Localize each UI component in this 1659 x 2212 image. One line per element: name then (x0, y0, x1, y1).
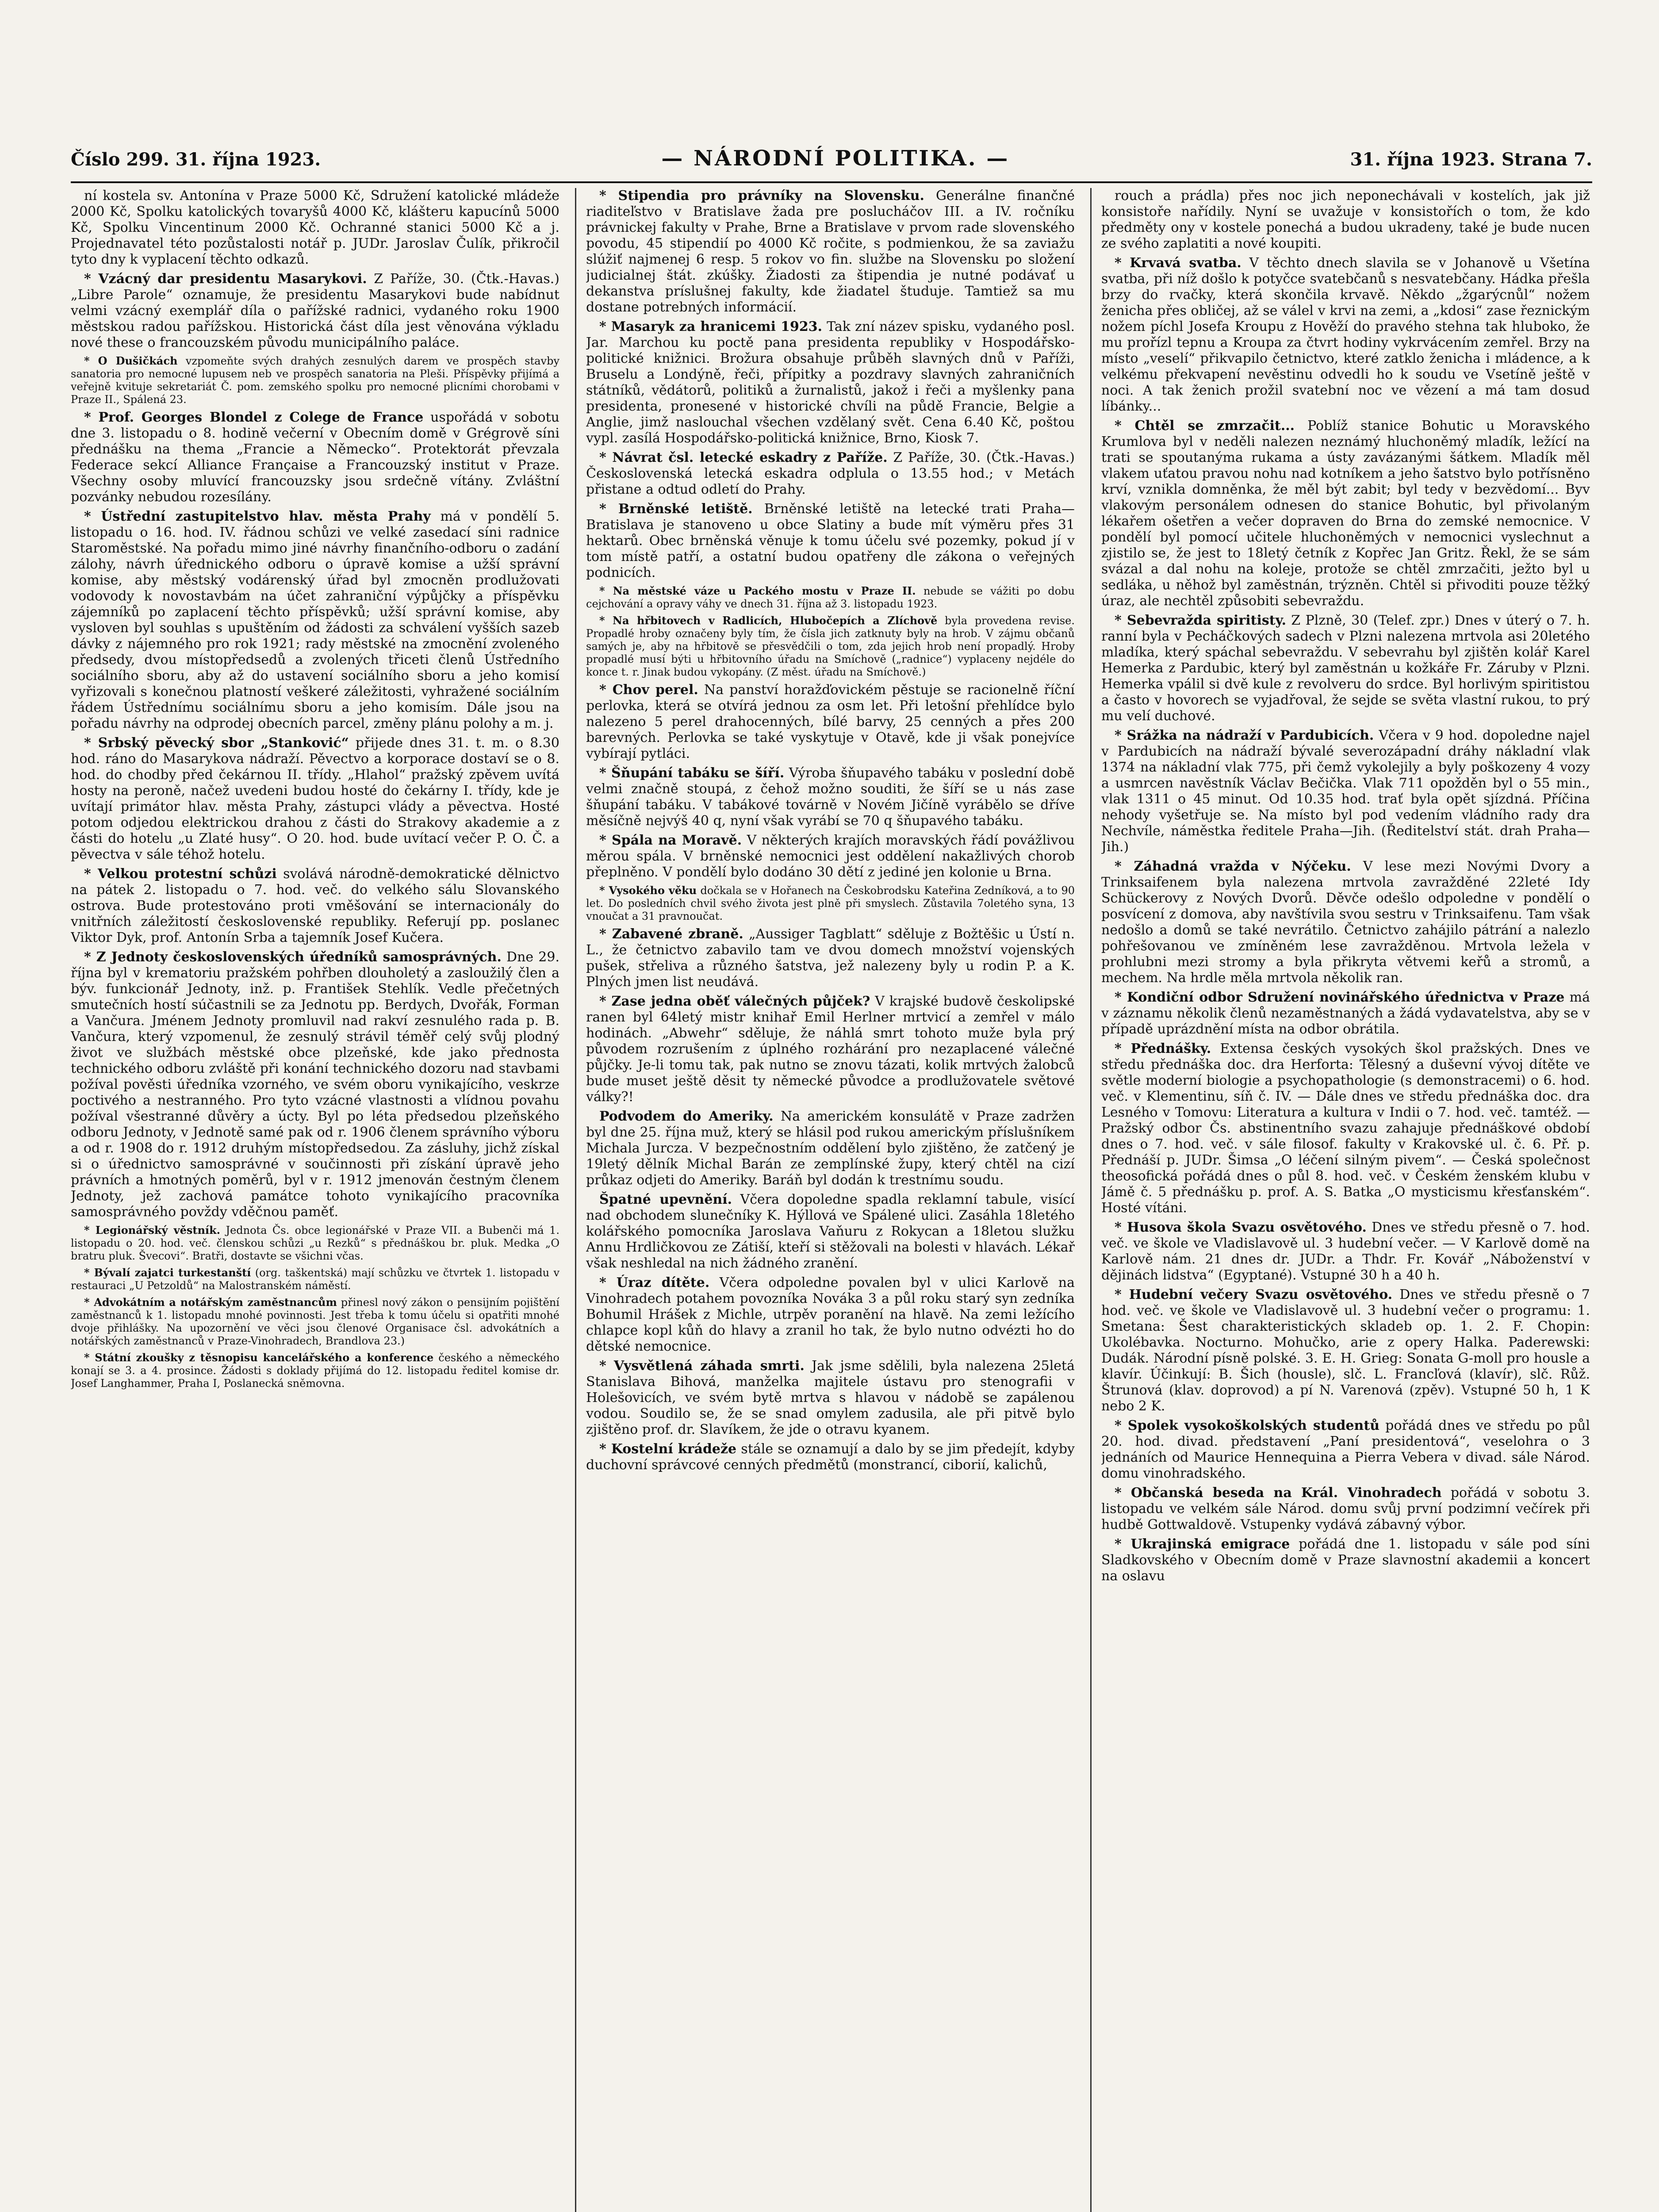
article-heading: * Záhadná vražda v Nýčeku. (1115, 859, 1351, 874)
article (71, 1224, 559, 1263)
article-text: V krajské budově českolipské ranen byl 64letý mistr knihař Emil Herlner mrtvicí a zemřel v málo hodinách. „Abwehr“ sděluje, že náhlá smrt tohoto muže byla prý původem rozrušením z úplného rozhárání pro nezaplacené válečné půjčky. Je-li tomu tak, pak nutno se znovu tázati, kolik mrtvých žalobců bude muset ještě děsit ty německé původce a prodlužovatele světové války?! (586, 994, 1075, 1105)
article (71, 509, 559, 732)
article-heading: * Spolek vysokoškolských studentů (1115, 1418, 1380, 1433)
article-text: Z Paříže, 30. (Čtk.-Havas.) „Libre Parole“ oznamuje, že presidentu Masarykovi bude nabídnut velmi vzácný exemplář díla o pařížské radnici, vydaného roku 1900 městskou radou pařížskou. Historická část díla jest věnována výkladu nové these o francouzském původu municipálního paláce. (71, 271, 559, 350)
article-text: Jak jsme sdělili, byla nalezena 25letá Stanislava Bihová, manželka majitele ústavu pro stenografii v Holešovicích, ve svém bytě mrtva s hlavou v nádobě se zapálenou vodou. Soudilo se, že se snad omylem zadusila, ale při pitvě bylo zjištěno prof. dr. Slavíkem, že jde o otravu kyanem. (586, 1358, 1075, 1437)
article-heading: * Krvavá svatba. (1115, 255, 1241, 271)
article-heading: * Z Jednoty československých úředníků samosprávných. (84, 949, 502, 965)
article-text: Včera odpoledne povalen byl v ulici Karlově na Vinohradech potahem povozníka Nováka 3 a půl roku starý syn zedníka Bohumil Hrášek z Michle, utrpěv poranění na hlavě. Na zemi ležícího chlapce kopl kůň do hlavy a zranil ho tak, že bylo nutno odvézti ho do dětské nemocnice. (586, 1275, 1075, 1354)
article-text: V těchto dnech slavila se v Johanově u Všetína svatba, při níž došlo k potyčce svatebčanů s nesvatebčany. Hádka přešla brzy do rvačky, která skončila krvavě. Někdo „žgarýcnůl“ nožem ženicha přes obličej, až se válel v krvi na zemi, a „kdosi“ zase řeznickým nožem píchl Josefa Kroupu z Hověží do pravého stehna tak hluboko, že mu prořízl tepnu a Kroupa za čtvrt hodiny vykrvácením zemřel. Brzy na místo „veselí“ přikvapilo četnictvo, které zatklo ženicha i mládence, a k velkému překvapení nevěstinu odvedli ho k soudu ve Vsetíně ještě v noci. A tak ženich prožil svatební noc ve vězení a má tam dosud líbánky... (1101, 255, 1590, 414)
article-text: přijede dnes 31. t. m. o 8.30 hod. ráno do Masarykova nádraží. Pěvectvo a korporace dostaví se o 8. hod. do chodby před čekárnou II. třídy. „Hlahol“ pražský zpěvem uvítá hosty na peroně, načež uvedeni budou hosté do čekárny I. třídy, kde je uvítají primátor hlav. města Prahy, zástupci vlády a pěvectva. Hosté potom odjedou elektrickou drahou z části do Strakovy akademie a z části do hotelu „u Zlaté husy“. O 20. hod. bude uvítací večer P. O. Č. a pěvectva v sále téhož hotelu. (71, 735, 559, 862)
article (586, 1109, 1075, 1188)
article-text: Na americkém konsulátě v Praze zadržen byl dne 25. října muž, který se hlásil pod rukou americkým příslušníkem Michala Jurcza. V bezpečnostním oddělení bylo zjištěno, že zatčený je 19letý dělník Michal Barán ze zemplínské župy, který chtěl na cizí průkaz odjeti do Ameriky. Baráň byl dodán k trestnímu soudu. (586, 1109, 1075, 1188)
article (71, 188, 559, 268)
article-text: Brněnské letiště na letecké trati Praha—Bratislava je stanoveno u obce Slatiny a bude mít výměru přes 31 hektarů. Obec brněnská věnuje k tomu účelu své pozemky, pokud jí v tom místě patří, a ostatní budou opatřeny dle zákona o veřejných podnicích. (586, 501, 1075, 580)
article (1101, 1287, 1590, 1414)
article (586, 501, 1075, 581)
article-text: Včera dopoledne spadla reklamní tabule, visící nad obchodem slunečníky K. Hýllová ve Spálené ulici. Zasáhla 18letého kolářského pomocníka Jaroslava Vaňuru z Rokycan a 18letou služku Annu Hrdličkovou ze Zátiší, kteří si stěžovali na bolesti v hlavách. Lékař však neshledal na nich žádného zranění. (586, 1192, 1075, 1271)
article (586, 765, 1075, 829)
column-2 (586, 188, 1075, 2212)
article (71, 354, 559, 406)
article-heading: * O Dušičkách (84, 354, 178, 367)
article-text: pořádá dnes ve středu po půl 20. hod. divad. představení „Paní presidentová“, veselohra o 3 jednáních od Maurice Hennequina a Pierra Vebera v divad. sále Národ. domu vinohradského. (1101, 1418, 1590, 1481)
article-heading: * Šňupání tabáku se šíří. (599, 765, 785, 781)
page-header (71, 146, 1592, 177)
article (1101, 613, 1590, 724)
article (586, 450, 1075, 498)
article-text: Včera v 9 hod. dopoledne najel v Pardubicích na nádraží bývalé severozápadní dráhy nákladní vlak 1374 na nákladní vlak 775, při čemž vykolejily a byly poškozeny 4 vozy a usmrcen navěstník Václav Bečička. Vlak 711 opožděn byl o 55 min., vlak 1311 o 45 minut. Od 10.35 hod. trať byla opět sjízdná. Příčina nehody vyšetřuje se. Na místo byl pod vedením vládního rady dra Nechvíle, náměstka ředitele Praha—Jih. (Ředitelství stát. drah Praha—Jih.) (1101, 728, 1590, 855)
article-text: pořádá dne 1. listopadu v sále pod síni Sladkovského v Obecním domě v Praze slavnostní akademii a koncert na oslavu (1101, 1536, 1590, 1584)
article-text: Generálne finančné riaditeľstvo v Bratislave žada pre poslucháčov III. a IV. ročníku právnickej fakulty v Prahe, Brne a Bratislave v prvom rade slovenského povodu, 45 stipendií po 4000 Kč ročite, s podmienkou, že sa zaviažu slúžiť najmenej 6 resp. 5 rokov vo fin. službe na Slovensku po složení judicialnej štát. zkúšky. Žiadosti za štipendia je nutné podávať u dekanstva príslušnej fakulty, kde žiadatel študuje. Tamtiež sa mu dostane potrebných informácií. (586, 188, 1075, 315)
article (1101, 1041, 1590, 1216)
article-text: má v pondělí 5. listopadu o 16. hod. IV. řádnou schůzi ve velké zasedací síni radnice Staroměstské. Na pořadu mimo jiné návrhy finančního-odboru o zadání zálohy, návrh úřednického odboru o úpravě komise a užší správní komise, aby městský vodárenský úřad byl zmocněn prodlužovati vodovody k novostavbám na účet zahraniční výpůjčky a příspěvku zájemníků po zaplacení těchto příspěvků; užší správní komise, aby vysloven byl souhlas s upuštěním od žádosti za schválení vyšších sazeb dávky z nájemného pro rok 1921; rady městské na zmocnění zvoleného předsedy, dvou místopředsedů a zvolených třiceti členů Ústředního sociálního sboru, aby až do ustavení sociálního sboru a jeho komisí vyřizovali s konečnou platností veškeré záležitosti, vyhražené sociálním řádem Ústřednímu sociálnímu sboru a jeho komisím. Dále jsou na pořadu návrhy na odprodej obecních parcel, změny plánu polohy a m. j. (71, 509, 559, 731)
article-heading: * Vysokého věku (599, 884, 697, 897)
article-heading: * Chov perel. (599, 682, 698, 698)
article-text: má v záznamu několik členů nezaměstnaných a žádá vydavatelstva, aby se v případě uprázdnění místa na odbor obrátila. (1101, 990, 1590, 1037)
article-heading: * Zase jedna oběť válečných půjček? (599, 994, 870, 1009)
article-text: vzpomeňte svých drahých zesnulých darem ve prospěch stavby sanatoria pro nemocné lupusem neb ve prospěch sanatoria na Pleši. Příspěvky přijímá a veřejně kvituje sekretariát Č. pom. zemského spolku pro nemocné plicními chorobami v Praze II., Spálená 23. (71, 355, 559, 406)
article (1101, 728, 1590, 855)
article (1101, 990, 1590, 1037)
article-heading: * Velkou protestní schůzi (84, 866, 277, 882)
article-heading: * Ukrajinská emigrace (1115, 1536, 1290, 1552)
article (586, 1441, 1075, 1473)
article-text: svolává národně-demokratické dělnictvo na pátek 2. listopadu o 7. hod. več. do velkého sálu Slovanského ostrova. Bude protestováno proti vměšování se internacionály do vnitřních záležitostí československé republiky. Referují pp. poslanec Viktor Dyk, prof. Antonín Srba a tajemník Josef Kučera. (71, 866, 559, 945)
article-heading: * Sebevražda spiritisty. (1115, 613, 1287, 628)
article-text: Tak zní název spisku, vydaného posl. Jar. Marchou ku poctě pana presidenta republiky v Hospodářsko-politické knižnici. Brožura obsahuje průběh slavných dnů v Paříži, Bruselu a Londýně, řeči, přípitky a pozdravy slavných zahraničních státníků, vědátorů, politiků a žurnalistů, jakož i řeči a myšlenky pana presidenta, pronesené v historické chvíli na půdě Francie, Belgie a Anglie, jimž naslouchal všechen vzdělaný svět. Cena 6.40 Kč, poštou vypl. zasílá Hospodářsko-politická knižnice, Brno, Kiosk 7. (586, 319, 1075, 446)
article (71, 866, 559, 946)
article-heading: Podvodem do Ameriky. (599, 1109, 774, 1124)
article-heading: * Návrat čsl. letecké eskadry z Paříže. (599, 450, 888, 465)
article-heading: Špatné upevnění. (599, 1192, 732, 1207)
article-heading: * Ústřední zastupitelstvo hlav. města Prahy (84, 509, 431, 524)
article-heading: * Úraz dítěte. (599, 1275, 710, 1290)
column-rule (1090, 188, 1092, 2212)
article-heading: * Státní zkoušky z těsnopisu kancelářského a konference (84, 1351, 434, 1364)
article-text: V lese mezi Novými Dvory a Trinksaifenem byla nalezena mrtvola zavražděné 22leté Idy Schückerovy z Nových Dvorů. Děvče odešlo odpoledne v pondělí o posvícení z domova, aby navštívila svou sestru v Trinksaifenu. Tam však nedošlo a domů se také nevrátilo. Četnictvo zahájilo pátrání a nalezlo pohřešovanou ve zmíněném lese zavražděnou. Mrtvola ležela v prohlubni mezi stromy a byla přikryta větvemi keřů a stromů, a mechem. Na hrdle měla mrtvola několik ran. (1101, 859, 1590, 986)
article-heading: * Přednášky. (1115, 1041, 1211, 1056)
article-heading: * Spála na Moravě. (599, 833, 742, 848)
article (586, 1275, 1075, 1355)
article-text: (org. taškentská) mají schůzku ve čtvrtek 1. listopadu v restauraci „U Petzoldů“ na Malostranském náměstí. (71, 1267, 559, 1292)
article-text: Dnes ve středu přesně o 7 hod. več. ve škole ve Vladislavově ul. 3 hudební večer o programu: 1. Smetana: Šest charakteristických skladeb op. 1. 2. F. Chopin: Ukolébavka. Nocturno. Mohučko, arie z opery Halka. Paderewski: Dudák. Národní písně polské. 3. E. H. Grieg: Sonata G-moll pro housle a klavír. Účinkují: B. Šich (housle), slč. L. Francľová (klavír), slč. Růž. Štrunová (klav. doprovod) a pí N. Varenová (zpěv). Vstupné 50 h, 1 K nebo 2 K. (1101, 1287, 1590, 1414)
column-3 (1101, 188, 1590, 2212)
article (586, 926, 1075, 990)
article (1101, 1418, 1590, 1482)
article (1101, 418, 1590, 609)
article (71, 735, 559, 863)
article-text: Extensa českých vysokých škol pražských. Dnes ve středu přednáška doc. dra Herforta: Tělesný a duševní vývoj dítěte ve světle moderní biologie a psychopathologie (s demonstracemi) o 6. hod. več. v Klementinu, síň č. IV. — Dále dnes ve středu přednáška doc. dra Lesného v Tomovu: Literatura a kultura v Indii o 7. hod. več. tamtéž. — Pražský odbor Čs. abstinentního svazu zahajuje přednáškové období dnes o 7. hod. več. v sále filosof. fakulty v Krakovské ul. č. 6. Př. p. Přednáší p. JUDr. Šimsa „O léčení silným pivem“. — Česká společnost theosofická pořádá dnes o půl 8. hod. več. v Českém ženském klubu v Jámě č. 5 přednášku p. prof. A. S. Batka „O mysticismu křesťanském“. Hosté vítáni. (1101, 1041, 1590, 1216)
article (1101, 1485, 1590, 1533)
article (586, 833, 1075, 880)
article-heading: * Legionářský věstník. (84, 1224, 221, 1237)
article-text: uspořádá v sobotu dne 3. listopadu o 8. hodině večerní v Obecním domě v Grégrově síni přednášku na thema „Francie a Německo“. Protektorát převzala Federace sekcí Alliance Française a Francouzský institut v Praze. Všechny osoby mluvící francouzsky jsou srdečně vítány. Zvláštní pozvánky nebudou rozesílány. (71, 410, 559, 505)
article-heading: * Zabavené zbraně. (599, 926, 743, 942)
article (1101, 1220, 1590, 1283)
article-text: pořádá v sobotu 3. listopadu ve velkém sále Národ. domu svůj první podzimní večírek při hudbě Gottwaldově. Vstupenky vydává zábavný výbor. (1101, 1485, 1590, 1532)
article-heading: * Občanská beseda na Král. Vinohradech (1115, 1485, 1442, 1501)
article-heading: * Na hřbitovech v Radlicích, Hlubočepích a Zlíchově (599, 614, 938, 627)
article-text: nebude se vážiti po dobu cejchování a opravy váhy ve dnech 31. října až 3. listopadu 1923. (586, 585, 1075, 610)
article-text: českého a německého konají se 3. a 4. prosince. Žádosti s doklady přijímá do 12. listopadu ředitel komise dr. Josef Langhammer, Praha I, Poslanecká sněmovna. (71, 1352, 559, 1390)
article-text: dočkala se v Hořanech na Českobrodsku Kateřina Zedníková, a to 90 let. Do posledních chvil svého života jest plně při smyslech. Zůstavila 7oletého syna, 13 vnoučat a 31 pravnoučat. (586, 884, 1075, 922)
article (1101, 255, 1590, 415)
article (586, 614, 1075, 679)
article-heading: * Hudební večery Svazu osvětového. (1115, 1287, 1393, 1302)
article (71, 949, 559, 1220)
article (71, 1351, 559, 1390)
article-text: stále se oznamují a dalo by se jim předejít, kdyby duchovní správcové cenných předmětů (monstrancí, ciborií, kalichů, (586, 1441, 1075, 1473)
article-heading: * Prof. Georges Blondel z Colege de France (84, 410, 424, 425)
article-heading: * Srážka na nádraží v Pardubicích. (1115, 728, 1374, 743)
article (1101, 1536, 1590, 1584)
article-heading: * Vysvětlená záhada smrti. (599, 1358, 805, 1374)
article (586, 188, 1075, 315)
article-text: Z Plzně, 30 (Telef. zpr.) Dnes v úterý o 7. h. ranní byla v Pecháčkových sadech v Plzni nalezena mrtvola asi 20letého mladíka, který spáchal sebevraždu. V sebevrahu byl zjištěn kolář Karel Hemerka z Pardubic, který byl zaměstnán u kožkáře Fr. Záruby v Plzni. Hemerka vpálil si dvě kule z revolveru do srdce. Byl horlivým spiritistou a často v hovorech se vyjadřoval, že sejde se světa vlastní rukou, to prý mu velí duchové. (1101, 613, 1590, 724)
page-number-right: 31. října 1923. Strana 7. (1350, 149, 1592, 170)
article-text: Poblíž stanice Bohutic u Moravského Krumlova byl v neděli nalezen neznámý hluchoněmý mladík, ležící na trati se spoutanýma rukama a ústy zavázanými šátkem. Mladík měl vlakem uťatou pravou nohu nad kotníkem a jeho šatstvo bylo potřísněno krví, vznikla domněnka, že měl být zabit; byl tedy v bezvědomí... Byv vlakovým personálem odnesen do stanice Bohutic, byl přivolaným lékařem ošetřen a večer dopraven do Brna do zemské nemocnice. V pondělí byl pomocí učitele hluchoněmých v nemocnici vyslechnut a zjistilo se, že jest to 18letý četník z Kopřec Jan Gritz. Řekl, že se sám svázal a dal nohu na koleje, protože se chtěl zmrzačiti, ježto byl u sedláka, u něhož byl zaměstnán, trýzněn. Chtěl si přivoditi pouze těžký úraz, ale nechtěl způsobiti sebevraždu. (1101, 418, 1590, 609)
article-heading: * Advokátním a notářským zaměstnancům (84, 1296, 337, 1309)
article-heading: * Chtěl se zmrzačit... (1115, 418, 1295, 434)
article (586, 584, 1075, 611)
article (1101, 859, 1590, 986)
article (586, 1192, 1075, 1271)
article (586, 1358, 1075, 1438)
article-heading: * Na městské váze u Packého mostu v Praze II. (599, 584, 916, 597)
article-text: ní kostela sv. Antonína v Praze 5000 Kč, Sdružení katolické mládeže 2000 Kč, Spolku katolických tovaryšů 4000 Kč, klášteru kapucínů 5000 Kč, Spolku Vincentinum 2000 Kč. Ochranné stanici 5000 Kč a j. Projednavatel této pozůstalosti notář p. JUDr. Jaroslav Čulík, přikročil tyto dny k vyplacení těchto odkazů. (71, 188, 559, 267)
article-text: Na panství horažďovickém pěstuje se racionelně říční perlovka, která se otvírá jednou za osm let. Při letošní přehlídce bylo nalezeno 5 perel drahocenných, bílé barvy, 25 cenných a přes 200 barevných. Perlovka se také vyskytuje v Otavě, kde ji však ponejvíce vybírají pytláci. (586, 682, 1075, 761)
article (71, 1296, 559, 1348)
article-heading: * Vzácný dar presidentu Masarykovi. (84, 271, 367, 287)
article (586, 884, 1075, 923)
article-text: „Aussiger Tagblatt“ sděluje z Božtěšic u Ústí n. L., že četnictvo zabavilo tam ve dvou domech množství vojenských pušek, střeliva a různého šatstva, jež nalezeny byly u rodin P. a K. Plných jmen list neudává. (586, 926, 1075, 990)
article-heading: * Husova škola Svazu osvětového. (1115, 1220, 1367, 1235)
article (586, 682, 1075, 762)
article (71, 410, 559, 505)
article-heading: * Masaryk za hranicemi 1923. (599, 319, 823, 334)
article-text: přinesl nový zákon o pensijním pojištění zaměstnanců k 1. listopadu mnohé povinnosti. Jest třeba k tomu účelu si opatřiti mnohé dvoje přihlášky. Na upozornění ve věci jsou členové Organisace čsl. advokátních a notářských zaměstnanců v Praze-Vinohradech, Brandlova 23.) (71, 1296, 559, 1347)
article-text: V některých krajích moravských řádí povážlivou měrou spála. V brněnské nemocnici jest oddělení nakažlivých chorob přeplněno. V pondělí bylo dodáno 30 dětí z jediné jen kolonie u Brna. (586, 833, 1075, 880)
article (71, 1266, 559, 1292)
article-heading: * Kondiční odbor Sdružení novinářského úřednictva v Praze (1115, 990, 1565, 1005)
article (586, 994, 1075, 1105)
column-1 (71, 188, 559, 2212)
article (1101, 188, 1590, 252)
article-text: Jednota Čs. obce legionářské v Praze VII. a Bubenči má 1. listopadu o 20. hod. več. členskou schůzi „u Rezků“ s přednáškou br. pluk. Medka „O bratru pluk. Švecovi“. Bratři, dostavte se všichni včas. (71, 1224, 559, 1262)
article-heading: * Kostelní krádeže (599, 1441, 737, 1457)
issue-date-left: Číslo 299. 31. října 1923. (71, 149, 321, 170)
column-rule (575, 188, 576, 2212)
article-heading: * Bývalí zajatci turkestanští (84, 1266, 251, 1279)
newspaper-title: — NÁRODNÍ POLITIKA. — (661, 146, 1010, 171)
article-text: Dne 29. října byl v krematoriu pražském pohřben dlouholetý a zasloužilý člen a býv. funkcionář Jednoty, inž. p. František Stehlík. Vedle přečetných smutečních hostí súčastnili se za Jednotu pp. Berdych, Dvořák, Forman a Vančura. Jménem Jednoty promluvil nad rakví zesnulého rada p. B. Vančura, který vzpomenul, že zesnulý strávil téměř celý svůj plodný život ve službách městské obce plzeňské, kde jako přednosta technického odboru zvláště při konání technického dozoru nad stavbami požíval pověsti úředníka vzorného, ve svém oboru vynikajícího, veskrze poctivého a nestranného. Pro tyto vzácné vlastnosti a vlídnou povahu požíval všestranné důvěry a úcty. Byl po léta předsedou plzeňského odboru Jednoty, v Jednotě samé pak od r. 1906 členem správního výboru a od r. 1908 do r. 1912 druhým místopředsedou. Za zásluhy, jichž získal si o úřednictvo samosprávné v součinnosti při získání úpravě jeho právních a hmotných poměrů, byl v r. 1912 jmenován čestným členem Jednoty, jež zachová památce tohoto vynikajícího pracovníka samosprávného povždy vděčnou paměť. (71, 949, 559, 1220)
article-text: Výroba šňupavého tabáku v poslední době velmi značně stoupá, z čehož možno souditi, že šíří se u nás zase šňupání tabáku. V tabákové továrně v Novém Jičíně vyrábělo se dříve měsíčně nejvýš 40 q, nyní však vyrábí se 70 q šňupavého tabáku. (586, 765, 1075, 829)
article-text: rouch a prádla) přes noc jich neponechávali v kostelích, jak již konsistoře nařídily. Nyní se uvažuje v konsistořích o tom, že kdo předměty ony v kostele ponechá a budou ukradeny, také je bude nucen ze svého zaplatiti a nové koupiti. (1101, 188, 1590, 251)
article (586, 319, 1075, 446)
article-text: Z Paříže, 30. (Čtk.-Havas.) Československá letecká eskadra odplula o 13.55 hod.; v Metách přistane a odtud odletí do Prahy. (586, 450, 1075, 497)
article-heading: * Stipendia pro právníky na Slovensku. (599, 188, 924, 204)
header-rule (71, 181, 1592, 183)
article-heading: * Srbský pěvecký sbor „Stanković“ (84, 735, 349, 751)
article-heading: * Brněnské letiště. (599, 501, 753, 517)
article-text: byla provedena revise. Propadlé hroby označeny byly tím, že čísla jich zatknuty byly na hrob. V zájmu občanů samých je, aby na hřbitově se přesvědčili o tom, zda jejich hrob není propadlý. Hroby propadlé musí býti u hřbitovního úřadu na Smíchově („radnice“) vyplaceny nejdéle do konce t. r. Jinak budou vykopány. (Z měst. úřadu na Smíchově.) (586, 614, 1075, 678)
article-text: Dnes ve středu přesně o 7. hod. več. ve škole ve Vladislavově ul. 3 hudební večer. — V Karlově domě na Karlově nám. 21 dnes dr. JUDr. a Thdr. Fr. Kovář „Náboženství v dějinách lidstva“ (Egyptané). Vstupné 30 h a 40 h. (1101, 1220, 1590, 1283)
article (71, 271, 559, 351)
